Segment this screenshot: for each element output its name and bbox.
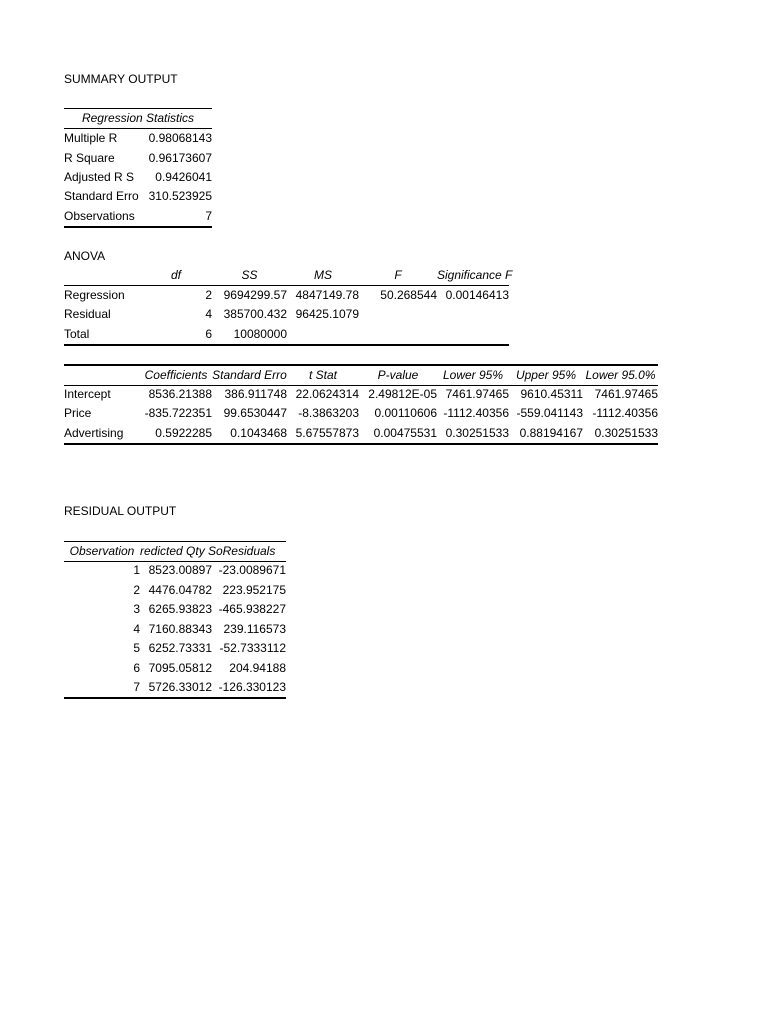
residual-value: -126.330123 xyxy=(218,680,286,694)
anova-cell: 4847149.78 xyxy=(295,288,359,302)
stat-label: R Square xyxy=(64,151,115,165)
anova-row-label: Residual xyxy=(64,307,111,321)
coef-cell: 0.00110606 xyxy=(374,406,437,420)
residual-value: -52.7333112 xyxy=(219,641,286,655)
residual-observation: 3 xyxy=(133,602,140,616)
coef-row-label: Price xyxy=(64,406,92,420)
coef-cell: 8536.21388 xyxy=(148,387,212,401)
anova-cell: 2 xyxy=(205,288,212,302)
residual-output-title: RESIDUAL OUTPUT xyxy=(64,504,177,518)
stat-value: 0.98068143 xyxy=(148,131,212,145)
coef-cell: -1112.40356 xyxy=(592,406,658,420)
residual-predicted: 4476.04782 xyxy=(148,583,212,597)
residual-header-residuals: Residuals xyxy=(222,544,276,558)
coef-cell: 0.30251533 xyxy=(445,426,509,440)
residual-observation: 4 xyxy=(133,622,140,636)
anova-bottom-rule xyxy=(64,344,509,346)
anova-header-ss: SS xyxy=(241,268,258,282)
residual-observation: 6 xyxy=(133,661,140,675)
residual-value: 223.952175 xyxy=(222,583,286,597)
stat-label: Multiple R xyxy=(64,131,118,145)
coef-cell: -1112.40356 xyxy=(443,406,509,420)
coef-cell: -8.3863203 xyxy=(298,406,359,420)
residual-value: -465.938227 xyxy=(218,602,286,616)
coef-cell: 0.88194167 xyxy=(519,426,583,440)
residual-value: -23.0089671 xyxy=(218,563,286,577)
stat-value: 0.9426041 xyxy=(155,170,212,184)
residual-predicted: 8523.00897 xyxy=(148,563,212,577)
coef-cell: -835.722351 xyxy=(144,406,212,420)
coef-cell: 22.0624314 xyxy=(295,387,359,401)
coef-cell: 0.30251533 xyxy=(594,426,658,440)
stat-label: Standard Erro xyxy=(64,189,139,203)
coef-cell: 2.49812E-05 xyxy=(368,387,437,401)
coef-cell: 386.911748 xyxy=(224,387,287,401)
anova-title: ANOVA xyxy=(64,249,106,263)
anova-cell: 0.00146413 xyxy=(445,288,509,302)
residual-predicted: 6265.93823 xyxy=(148,602,212,616)
residual-predicted: 5726.33012 xyxy=(148,680,212,694)
anova-header-significance-f: Significance F xyxy=(437,268,513,282)
residual-value: 204.94188 xyxy=(229,661,286,675)
stat-label: Adjusted R S xyxy=(64,170,135,184)
coef-header-lower-95: Lower 95% xyxy=(442,368,504,382)
residual-observation: 5 xyxy=(133,641,140,655)
coef-cell: 99.6530447 xyxy=(223,406,287,420)
coef-header-standard-error: Standard Erro xyxy=(212,368,287,382)
residual-predicted: 7095.05812 xyxy=(148,661,212,675)
residual-predicted: 7160.88343 xyxy=(148,622,212,636)
summary-title: SUMMARY OUTPUT xyxy=(64,72,178,86)
stat-label: Observations xyxy=(64,209,135,223)
regression-statistics-header: Regression Statistics xyxy=(81,111,195,125)
anova-header-f: F xyxy=(394,268,402,282)
residual-value: 239.116573 xyxy=(223,622,286,636)
coef-header-p-value: P-value xyxy=(377,368,419,382)
residual-bottom-rule xyxy=(64,697,286,699)
anova-cell: 6 xyxy=(205,327,212,341)
coef-cell: 0.1043468 xyxy=(230,426,287,440)
coef-header-lower-95-0: Lower 95.0% xyxy=(585,368,656,382)
residual-observation: 7 xyxy=(133,680,140,694)
coef-header-t-stat: t Stat xyxy=(308,368,337,382)
coef-header-coefficients: Coefficients xyxy=(144,368,208,382)
anova-cell: 4 xyxy=(205,307,212,321)
anova-header-ms: MS xyxy=(314,268,332,282)
anova-header-df: df xyxy=(170,268,181,282)
anova-cell: 10080000 xyxy=(233,327,287,341)
residual-observation: 2 xyxy=(133,583,140,597)
coef-row-label: Advertising xyxy=(64,426,124,440)
residual-header-observation: Observation xyxy=(69,544,135,558)
anova-cell: 9694299.57 xyxy=(223,288,287,302)
coef-cell: 0.5922285 xyxy=(155,426,212,440)
anova-cell: 96425.1079 xyxy=(295,307,359,321)
stat-value: 7 xyxy=(205,209,212,223)
anova-cell: 385700.432 xyxy=(223,307,287,321)
coef-cell: 9610.45311 xyxy=(520,387,583,401)
residual-header-predicted: redicted Qty So xyxy=(140,544,223,558)
table-bottom-rule xyxy=(64,226,212,228)
coefficients-bottom-rule xyxy=(64,443,658,445)
coef-cell: 7461.97465 xyxy=(445,387,509,401)
stat-value: 310.523925 xyxy=(148,189,212,203)
residual-observation: 1 xyxy=(133,563,140,577)
coef-cell: 0.00475531 xyxy=(373,426,437,440)
residual-predicted: 6252.73331 xyxy=(148,641,212,655)
coef-cell: -559.041143 xyxy=(516,406,583,420)
anova-row-label: Regression xyxy=(64,288,125,302)
coef-cell: 5.67557873 xyxy=(295,426,359,440)
stat-value: 0.96173607 xyxy=(148,151,212,165)
anova-row-label: Total xyxy=(64,327,90,341)
anova-cell: 50.268544 xyxy=(380,288,437,302)
coef-cell: 7461.97465 xyxy=(594,387,658,401)
coef-row-label: Intercept xyxy=(64,387,111,401)
coef-header-upper-95: Upper 95% xyxy=(515,368,577,382)
